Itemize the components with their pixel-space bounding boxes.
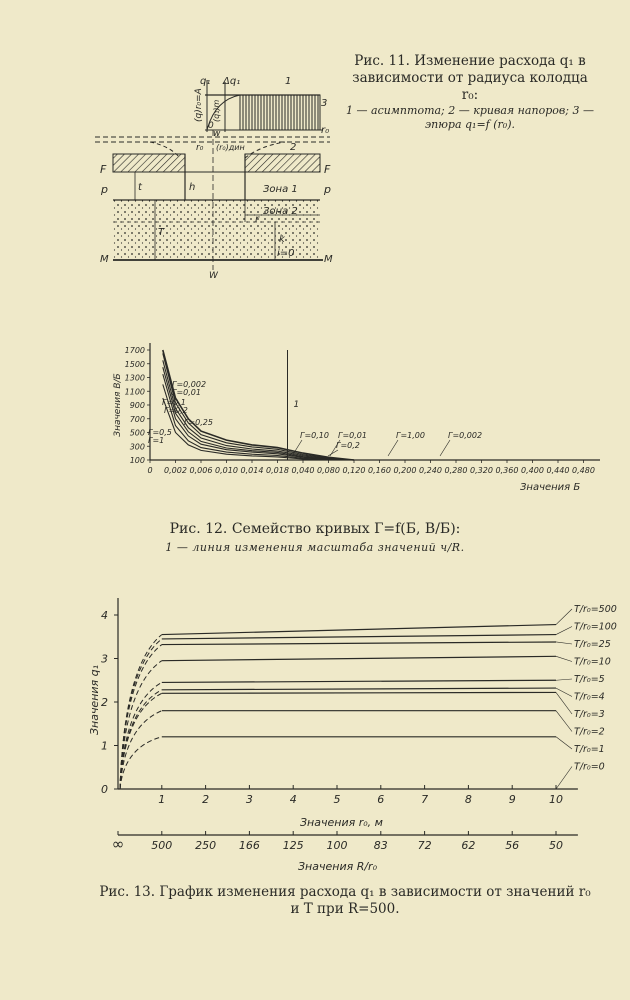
series-label-0: T/r₀=500 <box>574 604 617 615</box>
x-tick-label: 0,040 <box>291 466 315 475</box>
y-tick-label: 0 <box>101 783 108 796</box>
x-tick-label: 0,480 <box>572 466 595 475</box>
y-tick-label: 1100 <box>124 387 145 397</box>
fig11-caption-title: Рис. 11. Изменение расхода q₁ в зависимости от радиуса колодца r₀: <box>352 53 588 103</box>
x-tick-label: 8 <box>464 793 472 806</box>
fig12-chart <box>100 335 610 505</box>
dashed-curve-1 <box>120 639 162 789</box>
curve-label: Г=0,5 <box>148 428 172 437</box>
label-W: W <box>209 271 218 280</box>
series-label-2: T/r₀=25 <box>574 639 611 650</box>
series-leader-3 <box>556 656 572 661</box>
label-M-left: M <box>100 254 109 265</box>
series-line-5 <box>162 688 556 690</box>
x-tick-label: 0,280 <box>444 466 468 475</box>
label-zone2: Зона 2 <box>263 206 298 217</box>
x-tick-label: 9 <box>508 793 516 806</box>
x-tick-label: 0,320 <box>470 466 493 475</box>
y-tick-label: 1500 <box>124 359 145 369</box>
x2-tick-label: 72 <box>417 839 432 852</box>
x-tick-label: 2 <box>202 793 210 806</box>
label-zone1: Зона 1 <box>263 184 298 195</box>
x-tick-label: 0,010 <box>215 466 238 475</box>
y-tick-label: 100 <box>129 456 145 465</box>
curve-label-right: Г=1,00 <box>396 431 425 440</box>
x2-tick-label: 83 <box>373 839 388 852</box>
curve-label: Г=0,25 <box>184 418 213 427</box>
x2-tick-label: 250 <box>195 839 217 852</box>
series-line-0 <box>162 625 556 635</box>
x-tick-label: 0,080 <box>317 466 340 475</box>
x-tick-label: 6 <box>377 793 385 806</box>
x-tick-label: 4 <box>289 793 297 806</box>
label-3: 3 <box>321 98 328 109</box>
label-r: r <box>255 214 260 225</box>
x-tick-label: 0,240 <box>419 466 442 475</box>
curve-label: Г=0,01 <box>172 388 201 397</box>
y-tick-label: 1300 <box>124 373 145 383</box>
curve-0 <box>163 350 354 460</box>
label-T: T <box>158 227 165 238</box>
fig13-chart <box>80 590 620 880</box>
series-label-9: T/r₀=0 <box>574 761 605 773</box>
y-axis-label: Значения q₁ <box>88 664 101 736</box>
label-F-left: F <box>100 163 107 176</box>
series-label-1: T/r₀=100 <box>574 621 617 633</box>
series-leader-4 <box>556 679 572 680</box>
series-label-3: T/r₀=10 <box>574 656 611 668</box>
series-label-7: T/r₀=2 <box>574 726 605 738</box>
x2-axis-label: Значения R/r₀ <box>298 860 377 873</box>
x-tick-label: 10 <box>549 793 563 806</box>
label-r0-right: r₀ <box>321 125 330 136</box>
label-k: k <box>279 234 285 245</box>
series-label-8: T/r₀=1 <box>574 744 605 755</box>
series-leader-7 <box>556 711 572 732</box>
label-zero: 0 <box>208 121 214 131</box>
series-line-2 <box>162 642 556 645</box>
label-q1: q₁ <box>200 76 211 87</box>
x-tick-label: 5 <box>333 793 341 806</box>
curve-label-right: Г=0,002 <box>448 431 483 440</box>
x-tick-label: 7 <box>421 793 429 806</box>
curve-1 <box>163 353 354 460</box>
series-label-5: T/r₀=4 <box>574 691 605 703</box>
fig12-caption-title: Рис. 12. Семейство кривых Г=f(Б, В/Б): <box>169 521 461 537</box>
x2-tick-label: 50 <box>549 839 563 852</box>
y-tick-label: 2 <box>101 696 108 709</box>
fig13-caption: Рис. 13. График изменения расхода q₁ в зависимости от значений r₀ и T при R=500. <box>99 884 591 917</box>
label-h: h <box>189 182 196 193</box>
y-tick-label: 300 <box>129 442 145 452</box>
series-leader-2 <box>556 642 572 644</box>
x2-tick-label: 166 <box>238 839 260 852</box>
x-tick-label: 0,360 <box>495 466 519 475</box>
label-p-right: p <box>324 183 331 196</box>
series-leader-8 <box>556 737 572 749</box>
series-line-1 <box>162 635 556 639</box>
label-q1m: (q₁)m <box>212 99 221 122</box>
curve-label: Г=1 <box>148 436 165 445</box>
x-axis-label: Значения r₀, м <box>300 816 383 829</box>
label-t: t <box>138 182 142 193</box>
dashed-curve-4 <box>120 682 162 789</box>
label-1: 1 <box>285 76 292 87</box>
x2-tick-label: 500 <box>151 839 173 852</box>
x2-tick-label: 62 <box>461 839 476 852</box>
label-i0: i=0 <box>277 248 295 259</box>
series-label-6: T/r₀=3 <box>574 709 605 720</box>
y-axis-label: Значения В/Б <box>113 373 123 437</box>
scale-line-label: 1 <box>293 400 300 410</box>
label-leader <box>388 440 398 456</box>
y-tick-label: 4 <box>101 609 108 622</box>
series-line-6 <box>162 692 556 693</box>
y-tick-label: 3 <box>101 652 108 666</box>
curve-label-right: Г=0,10 <box>300 431 329 440</box>
label-p-left: p <box>101 183 108 196</box>
curve-label-right: Г=0,2 <box>336 441 360 450</box>
x-tick-label: 0,018 <box>266 466 289 475</box>
fig11-caption-legend: 1 — асимптота; 2 — кривая напоров; 3 — эпюра q₁=f (r₀). <box>346 104 594 131</box>
series-leader-6 <box>556 692 572 714</box>
x-axis-label: Значения Б <box>520 482 581 493</box>
label-2: 2 <box>290 142 297 153</box>
series-line-3 <box>162 656 556 660</box>
x-tick-label: 3 <box>245 793 253 806</box>
x-tick-label: 0,002 <box>164 466 187 475</box>
series-leader-1 <box>556 627 572 635</box>
series-label-4: T/r₀=5 <box>574 674 605 685</box>
curve-label: Г=0,2 <box>164 406 188 415</box>
x-tick-label: 0,160 <box>368 466 391 475</box>
x-tick-label: 0 <box>147 466 153 475</box>
label-r0dyn: (r₀)дин <box>216 143 245 152</box>
fig12-caption-legend: 1 — линия изменения масштаба значений ч/R. <box>165 541 465 554</box>
x-tick-label: 0,006 <box>189 466 213 475</box>
x-tick-label: 1 <box>158 793 166 806</box>
x2-tick-label: 100 <box>326 839 348 852</box>
x-tick-label: 0,200 <box>393 466 417 475</box>
x-tick-label: 0,120 <box>342 466 366 475</box>
x2-tick-label: 125 <box>282 839 304 852</box>
series-leader-9 <box>556 767 572 790</box>
x-tick-label: 0,440 <box>546 466 570 475</box>
label-w-top: w <box>213 129 221 139</box>
curve-label-right: Г=0,01 <box>338 431 367 440</box>
y-tick-label: 500 <box>129 428 145 438</box>
series-leader-0 <box>556 609 572 625</box>
label-eq-a: (q)r₀=A <box>194 88 204 122</box>
label-r0: r₀ <box>196 143 204 153</box>
y-tick-label: 900 <box>129 401 145 410</box>
fig11-diagram <box>95 70 335 280</box>
y-tick-label: 1 <box>101 739 108 753</box>
y-tick-label: 1700 <box>124 346 145 355</box>
series-line-4 <box>162 680 556 682</box>
label-F-right: F <box>324 163 331 176</box>
label-M-right: M <box>324 254 333 265</box>
x2-tick-label: 56 <box>505 839 520 852</box>
curve-label: Г=0,002 <box>172 380 207 389</box>
label-dq1: Δq₁ <box>223 76 241 87</box>
y-tick-label: 700 <box>129 414 145 424</box>
x-tick-label: 0,400 <box>521 466 544 475</box>
curve-label: Г=0,1 <box>162 398 186 407</box>
epure-3 <box>240 95 320 130</box>
x-tick-label: 0,014 <box>240 466 264 475</box>
label-leader <box>440 440 450 456</box>
x2-tick-label: ∞ <box>111 835 125 853</box>
